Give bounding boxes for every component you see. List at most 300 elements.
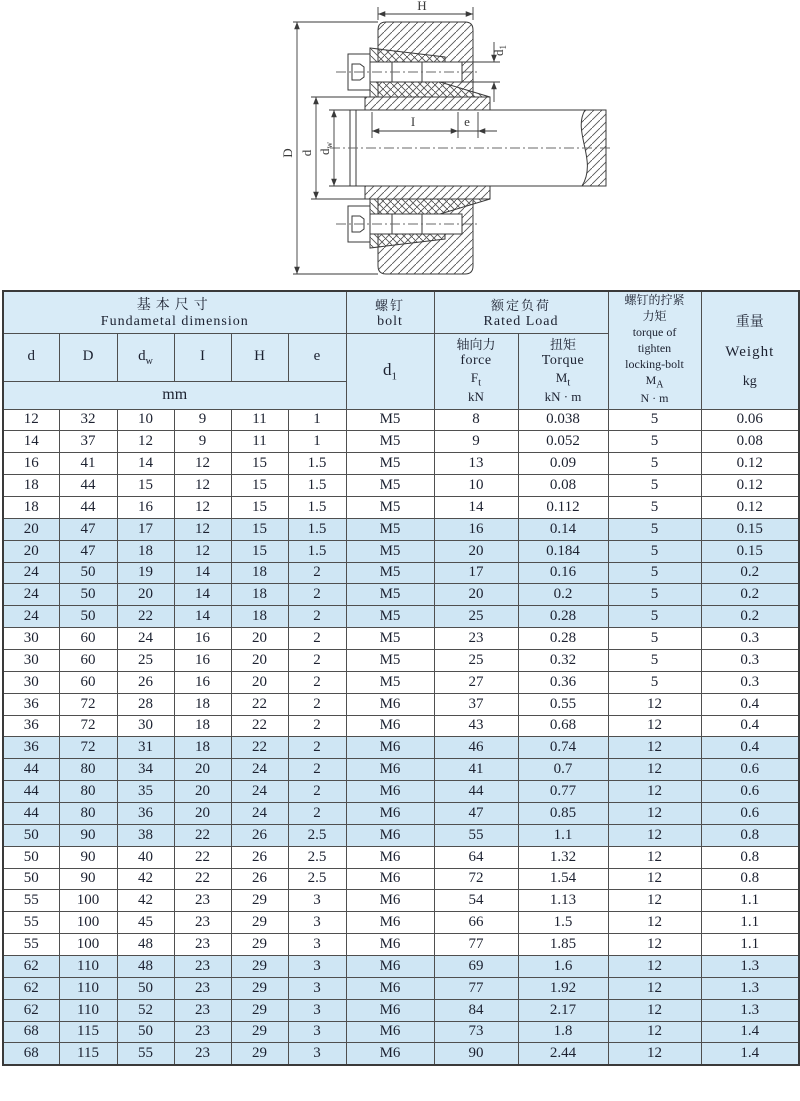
cell-d: 16 (3, 453, 59, 475)
cell-H: 18 (231, 562, 288, 584)
cell-torque: 0.74 (518, 737, 608, 759)
cell-force: 44 (434, 781, 518, 803)
cell-dw: 45 (117, 912, 174, 934)
table-row (3, 759, 799, 781)
cell-dw: 42 (117, 890, 174, 912)
cell-d1: M5 (346, 562, 434, 584)
cell-d1: M6 (346, 934, 434, 956)
cell-weight: 0.08 (701, 431, 799, 453)
cell-H: 29 (231, 1043, 288, 1065)
cell-H: 29 (231, 955, 288, 977)
cell-torque: 0.28 (518, 628, 608, 650)
cell-locking-torque: 5 (608, 496, 701, 518)
cell-d1: M6 (346, 693, 434, 715)
cell-e: 1.5 (288, 518, 346, 540)
cell-d: 36 (3, 693, 59, 715)
cell-locking-torque: 12 (608, 999, 701, 1021)
cell-d: 55 (3, 912, 59, 934)
cell-e: 2 (288, 802, 346, 824)
cell-weight: 0.2 (701, 606, 799, 628)
header-weight-en: Weight (725, 343, 775, 360)
table-row (3, 496, 799, 518)
cell-I: 12 (174, 518, 231, 540)
table-row (3, 824, 799, 846)
cell-I: 23 (174, 955, 231, 977)
table-header (3, 291, 799, 409)
cell-d: 24 (3, 606, 59, 628)
cell-d: 20 (3, 540, 59, 562)
header-basic-dimension-zh: 基本尺寸 (136, 298, 213, 314)
cell-H: 26 (231, 846, 288, 868)
cell-I: 9 (174, 431, 231, 453)
header-rated-load (434, 291, 608, 333)
cell-dw: 17 (117, 518, 174, 540)
cell-weight: 0.06 (701, 409, 799, 431)
cell-e: 2 (288, 584, 346, 606)
cell-d1: M6 (346, 1021, 434, 1043)
cell-d1: M5 (346, 409, 434, 431)
cell-I: 12 (174, 475, 231, 497)
dim-label-I: I (410, 114, 416, 129)
cell-d1: M6 (346, 846, 434, 868)
cell-I: 14 (174, 584, 231, 606)
locking-assembly-diagram (0, 0, 800, 292)
cell-force: 46 (434, 737, 518, 759)
cell-H: 15 (231, 518, 288, 540)
cell-d: 20 (3, 518, 59, 540)
cell-D: 115 (59, 1021, 117, 1043)
cell-d: 30 (3, 649, 59, 671)
cell-weight: 1.1 (701, 890, 799, 912)
cell-weight: 1.1 (701, 934, 799, 956)
header-locking-en1: torque of (632, 325, 677, 340)
cell-D: 50 (59, 584, 117, 606)
cell-dw: 22 (117, 606, 174, 628)
cell-locking-torque: 12 (608, 868, 701, 890)
cell-D: 100 (59, 934, 117, 956)
cell-force: 23 (434, 628, 518, 650)
cell-H: 15 (231, 475, 288, 497)
cell-e: 2 (288, 671, 346, 693)
cell-dw: 40 (117, 846, 174, 868)
cell-e: 3 (288, 1043, 346, 1065)
cell-torque: 0.052 (518, 431, 608, 453)
cell-d: 62 (3, 955, 59, 977)
cell-weight: 0.12 (701, 453, 799, 475)
cell-I: 22 (174, 824, 231, 846)
cell-torque: 1.13 (518, 890, 608, 912)
cell-force: 41 (434, 759, 518, 781)
cell-H: 24 (231, 759, 288, 781)
cell-D: 60 (59, 671, 117, 693)
cell-d1: M6 (346, 1043, 434, 1065)
cell-d1: M6 (346, 781, 434, 803)
cell-locking-torque: 5 (608, 562, 701, 584)
cell-d1: M5 (346, 584, 434, 606)
header-force-unit: kN (468, 389, 484, 405)
cell-dw: 26 (117, 671, 174, 693)
cell-e: 1.5 (288, 453, 346, 475)
cell-d: 55 (3, 934, 59, 956)
cell-d1: M5 (346, 671, 434, 693)
cell-H: 20 (231, 671, 288, 693)
cell-force: 43 (434, 715, 518, 737)
cell-e: 1 (288, 431, 346, 453)
cell-torque: 0.68 (518, 715, 608, 737)
cell-force: 64 (434, 846, 518, 868)
cell-locking-torque: 12 (608, 737, 701, 759)
header-locking-en3: locking-bolt (625, 356, 684, 371)
cell-H: 11 (231, 431, 288, 453)
cell-force: 13 (434, 453, 518, 475)
header-force-en: force (460, 352, 492, 368)
table-row (3, 846, 799, 868)
cell-locking-torque: 12 (608, 693, 701, 715)
cell-torque: 1.85 (518, 934, 608, 956)
cell-locking-torque: 12 (608, 934, 701, 956)
cell-dw: 55 (117, 1043, 174, 1065)
cell-D: 80 (59, 781, 117, 803)
cell-force: 72 (434, 868, 518, 890)
cell-I: 23 (174, 1043, 231, 1065)
cell-locking-torque: 5 (608, 584, 701, 606)
cell-I: 14 (174, 606, 231, 628)
cell-e: 3 (288, 977, 346, 999)
table-row (3, 715, 799, 737)
cell-e: 3 (288, 890, 346, 912)
table-row (3, 999, 799, 1021)
cell-d: 24 (3, 562, 59, 584)
cell-weight: 0.15 (701, 518, 799, 540)
cell-e: 3 (288, 1021, 346, 1043)
cell-d1: M5 (346, 649, 434, 671)
header-basic-dimension-en: Fundametal dimension (100, 314, 249, 330)
cell-force: 77 (434, 977, 518, 999)
cell-d1: M6 (346, 955, 434, 977)
cell-d: 55 (3, 890, 59, 912)
cell-force: 47 (434, 802, 518, 824)
cell-I: 12 (174, 540, 231, 562)
cell-dw: 28 (117, 693, 174, 715)
cell-force: 69 (434, 955, 518, 977)
cell-locking-torque: 12 (608, 846, 701, 868)
header-rated-load-zh: 额定负荷 (491, 297, 552, 313)
cell-H: 22 (231, 693, 288, 715)
cell-force: 25 (434, 606, 518, 628)
cell-torque: 0.2 (518, 584, 608, 606)
cell-D: 80 (59, 759, 117, 781)
cell-weight: 1.4 (701, 1043, 799, 1065)
header-locking-symbol: $M_A$ (645, 372, 664, 390)
table-row (3, 628, 799, 650)
cell-weight: 1.3 (701, 999, 799, 1021)
cell-dw: 24 (117, 628, 174, 650)
cell-I: 18 (174, 715, 231, 737)
cell-H: 22 (231, 737, 288, 759)
header-basic-dimension (3, 291, 346, 333)
cell-d1: M6 (346, 715, 434, 737)
cell-locking-torque: 12 (608, 955, 701, 977)
cell-weight: 0.4 (701, 715, 799, 737)
cell-d1: M5 (346, 606, 434, 628)
cell-e: 1 (288, 409, 346, 431)
cell-d: 30 (3, 628, 59, 650)
header-col-d1: $d_1$ (346, 333, 434, 409)
table-row (3, 912, 799, 934)
cell-d1: M5 (346, 475, 434, 497)
cell-D: 115 (59, 1043, 117, 1065)
header-col-I: I (174, 333, 231, 381)
cell-D: 50 (59, 606, 117, 628)
cell-force: 16 (434, 518, 518, 540)
header-torque-symbol: $M_t$ (555, 369, 571, 389)
dim-label-dw: $d_w$ (317, 142, 334, 155)
cell-e: 3 (288, 999, 346, 1021)
cell-locking-torque: 5 (608, 409, 701, 431)
cell-locking-torque: 5 (608, 475, 701, 497)
cell-e: 2 (288, 781, 346, 803)
table-row (3, 409, 799, 431)
header-locking-zh1: 螺钉的拧紧 (624, 293, 685, 308)
table-row (3, 518, 799, 540)
cell-torque: 1.5 (518, 912, 608, 934)
cell-e: 1.5 (288, 475, 346, 497)
dim-label-e: e (464, 114, 470, 129)
cell-d: 18 (3, 496, 59, 518)
cell-locking-torque: 5 (608, 518, 701, 540)
cell-D: 80 (59, 802, 117, 824)
cell-dw: 38 (117, 824, 174, 846)
cell-I: 18 (174, 737, 231, 759)
header-col-D: D (59, 333, 117, 381)
header-bolt (346, 291, 434, 333)
cell-locking-torque: 5 (608, 606, 701, 628)
cell-d: 44 (3, 802, 59, 824)
cell-e: 2.5 (288, 824, 346, 846)
header-col-d: d (3, 333, 59, 381)
cell-dw: 18 (117, 540, 174, 562)
table-row (3, 1021, 799, 1043)
table-row (3, 540, 799, 562)
cell-D: 90 (59, 868, 117, 890)
cell-I: 22 (174, 846, 231, 868)
cell-locking-torque: 5 (608, 453, 701, 475)
header-torque-en: Torque (541, 352, 585, 368)
cell-weight: 0.6 (701, 759, 799, 781)
cell-e: 2 (288, 606, 346, 628)
cell-d: 12 (3, 409, 59, 431)
cell-torque: 0.08 (518, 475, 608, 497)
cell-torque: 1.8 (518, 1021, 608, 1043)
cell-D: 110 (59, 999, 117, 1021)
table-row (3, 431, 799, 453)
cell-force: 27 (434, 671, 518, 693)
header-locking-zh2: 力矩 (642, 309, 667, 324)
header-col-dw: $d_w$ (117, 333, 174, 381)
cell-torque: 2.17 (518, 999, 608, 1021)
cell-weight: 0.6 (701, 802, 799, 824)
header-torque-unit: kN · m (544, 389, 582, 405)
cell-d: 68 (3, 1021, 59, 1043)
cell-d1: M6 (346, 802, 434, 824)
cell-locking-torque: 12 (608, 715, 701, 737)
cell-torque: 0.7 (518, 759, 608, 781)
cell-d: 68 (3, 1043, 59, 1065)
cell-D: 72 (59, 715, 117, 737)
cell-d1: M5 (346, 540, 434, 562)
cell-H: 29 (231, 1021, 288, 1043)
cell-force: 84 (434, 999, 518, 1021)
cell-torque: 1.54 (518, 868, 608, 890)
cell-torque: 0.184 (518, 540, 608, 562)
cell-I: 23 (174, 890, 231, 912)
cell-e: 2 (288, 759, 346, 781)
cell-locking-torque: 5 (608, 649, 701, 671)
cell-dw: 50 (117, 1021, 174, 1043)
cell-d1: M6 (346, 868, 434, 890)
cell-force: 17 (434, 562, 518, 584)
cell-e: 3 (288, 955, 346, 977)
cell-force: 90 (434, 1043, 518, 1065)
cell-locking-torque: 5 (608, 628, 701, 650)
cell-D: 60 (59, 649, 117, 671)
cell-dw: 48 (117, 955, 174, 977)
cell-I: 23 (174, 977, 231, 999)
cell-H: 24 (231, 781, 288, 803)
cell-e: 2 (288, 562, 346, 584)
cell-D: 47 (59, 518, 117, 540)
cell-locking-torque: 12 (608, 802, 701, 824)
cell-locking-torque: 12 (608, 1021, 701, 1043)
cell-H: 20 (231, 628, 288, 650)
header-weight (701, 291, 799, 409)
cell-I: 20 (174, 802, 231, 824)
cell-weight: 0.8 (701, 868, 799, 890)
cell-D: 72 (59, 693, 117, 715)
cell-H: 29 (231, 890, 288, 912)
table-row (3, 781, 799, 803)
cell-locking-torque: 12 (608, 977, 701, 999)
cell-torque: 0.32 (518, 649, 608, 671)
cell-H: 29 (231, 999, 288, 1021)
cell-d: 62 (3, 977, 59, 999)
cell-dw: 35 (117, 781, 174, 803)
cell-torque: 0.55 (518, 693, 608, 715)
cell-dw: 30 (117, 715, 174, 737)
cell-weight: 0.3 (701, 671, 799, 693)
cell-I: 12 (174, 496, 231, 518)
table-body (3, 409, 799, 1065)
cell-H: 18 (231, 584, 288, 606)
cell-D: 47 (59, 540, 117, 562)
cell-I: 14 (174, 562, 231, 584)
cell-H: 15 (231, 540, 288, 562)
cell-d1: M6 (346, 977, 434, 999)
cell-D: 110 (59, 955, 117, 977)
cell-H: 26 (231, 868, 288, 890)
cell-d: 50 (3, 846, 59, 868)
cell-I: 20 (174, 759, 231, 781)
cell-force: 20 (434, 584, 518, 606)
cell-H: 22 (231, 715, 288, 737)
header-bolt-zh: 螺钉 (374, 297, 405, 313)
cell-H: 20 (231, 649, 288, 671)
cell-weight: 0.15 (701, 540, 799, 562)
cell-d1: M5 (346, 628, 434, 650)
cell-torque: 0.16 (518, 562, 608, 584)
cell-d1: M5 (346, 431, 434, 453)
header-locking-en2: tighten (637, 340, 672, 355)
table-row (3, 977, 799, 999)
cell-weight: 0.2 (701, 562, 799, 584)
cell-I: 18 (174, 693, 231, 715)
cell-H: 11 (231, 409, 288, 431)
cell-torque: 1.92 (518, 977, 608, 999)
cell-weight: 0.12 (701, 496, 799, 518)
cell-force: 20 (434, 540, 518, 562)
cell-d1: M6 (346, 912, 434, 934)
technical-drawing (0, 0, 800, 292)
cell-I: 16 (174, 628, 231, 650)
cell-force: 14 (434, 496, 518, 518)
cell-torque: 0.28 (518, 606, 608, 628)
cell-weight: 0.12 (701, 475, 799, 497)
cell-H: 29 (231, 977, 288, 999)
cell-force: 37 (434, 693, 518, 715)
cell-d1: M6 (346, 737, 434, 759)
header-weight-unit: kg (742, 373, 757, 389)
cell-force: 10 (434, 475, 518, 497)
cell-d: 44 (3, 759, 59, 781)
table-row (3, 671, 799, 693)
cell-weight: 0.3 (701, 649, 799, 671)
cell-e: 2.5 (288, 846, 346, 868)
cell-D: 37 (59, 431, 117, 453)
cell-force: 9 (434, 431, 518, 453)
cell-force: 25 (434, 649, 518, 671)
cell-torque: 0.14 (518, 518, 608, 540)
cell-locking-torque: 12 (608, 781, 701, 803)
cell-d: 44 (3, 781, 59, 803)
cell-weight: 1.3 (701, 955, 799, 977)
header-mm-unit: mm (3, 381, 346, 409)
cell-D: 90 (59, 824, 117, 846)
cell-D: 44 (59, 475, 117, 497)
cell-locking-torque: 5 (608, 540, 701, 562)
cell-dw: 16 (117, 496, 174, 518)
cell-e: 2.5 (288, 868, 346, 890)
cell-weight: 0.8 (701, 824, 799, 846)
table-row (3, 868, 799, 890)
header-rated-load-en: Rated Load (483, 313, 559, 329)
table-row (3, 693, 799, 715)
cell-locking-torque: 12 (608, 824, 701, 846)
cell-H: 26 (231, 824, 288, 846)
cell-D: 100 (59, 912, 117, 934)
table-row (3, 453, 799, 475)
cell-e: 2 (288, 737, 346, 759)
cell-torque: 0.36 (518, 671, 608, 693)
cell-d: 30 (3, 671, 59, 693)
cell-e: 3 (288, 912, 346, 934)
cell-weight: 0.2 (701, 584, 799, 606)
cell-I: 16 (174, 671, 231, 693)
cell-H: 29 (231, 912, 288, 934)
dim-label-d: d (299, 149, 314, 157)
cell-I: 23 (174, 1021, 231, 1043)
cell-I: 20 (174, 781, 231, 803)
cell-force: 55 (434, 824, 518, 846)
